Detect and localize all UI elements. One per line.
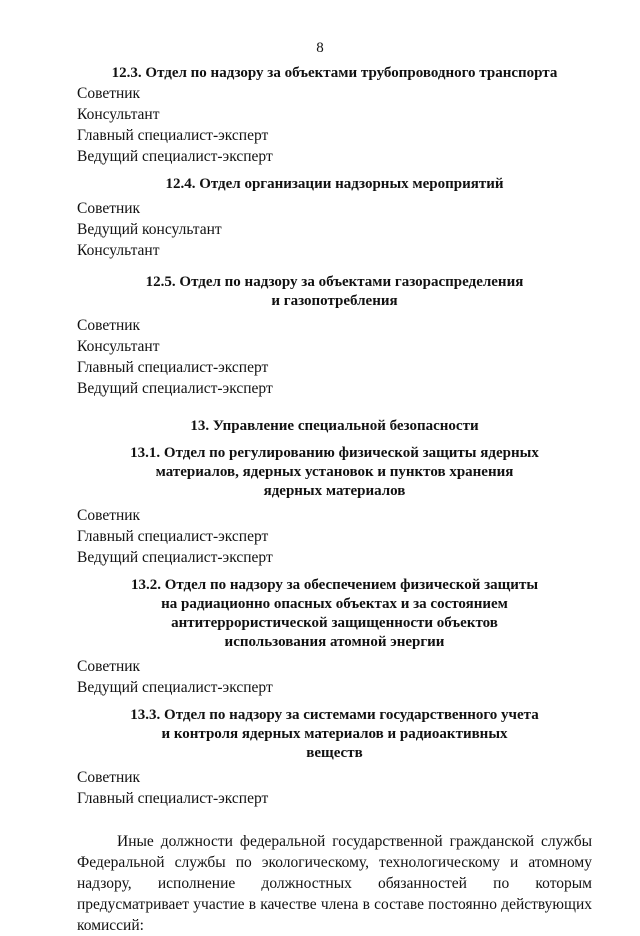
position-item: Ведущий специалист-эксперт xyxy=(77,549,273,566)
position-item: Ведущий специалист-эксперт xyxy=(77,148,273,165)
position-item: Ведущий специалист-эксперт xyxy=(77,380,273,397)
position-item: Советник xyxy=(77,769,141,786)
section-heading: 12.5. Отдел по надзору за объектами газораспределения и газопотребления xyxy=(145,274,524,309)
position-item: Главный специалист-эксперт xyxy=(77,528,269,545)
section-heading: 13.2. Отдел по надзору за обеспечением физической защиты на радиационно опасных объектах и за состоянием антитеррористической защищенности объектов использования атомной энергии xyxy=(130,577,539,650)
department-heading: 13. Управление специальной безопасности xyxy=(190,418,479,434)
position-item: Главный специалист-эксперт xyxy=(77,790,269,807)
position-item: Консультант xyxy=(77,242,160,259)
position-item: Советник xyxy=(77,317,141,334)
position-item: Ведущий консультант xyxy=(77,221,222,238)
closing-paragraph: Иные должности федеральной государственной гражданской службы Федеральной службы по экологическому, технологическому и атомному надзору, исполнение должностных обязанностей по которым предусматривает участие в качестве члена в составе постоянно действующих комиссий: xyxy=(77,833,592,934)
document-body xyxy=(77,64,592,936)
position-item: Советник xyxy=(77,200,141,217)
section-heading: 13.1. Отдел по регулированию физической защиты ядерных материалов, ядерных установок и пунктов хранения ядерных материалов xyxy=(130,445,539,499)
page-number: 8 xyxy=(316,40,324,56)
section-heading: 12.3. Отдел по надзору за объектами трубопроводного транспорта xyxy=(111,65,558,81)
position-item: Консультант xyxy=(77,106,160,123)
position-item: Советник xyxy=(77,85,141,102)
section-heading: 13.3. Отдел по надзору за системами государственного учета и контроля ядерных материалов и радиоактивных веществ xyxy=(130,707,539,761)
position-item: Главный специалист-эксперт xyxy=(77,127,269,144)
position-item: Советник xyxy=(77,507,141,524)
section-heading: 12.4. Отдел организации надзорных мероприятий xyxy=(165,176,504,192)
position-item: Главный специалист-эксперт xyxy=(77,359,269,376)
position-item: Консультант xyxy=(77,338,160,355)
position-item: Ведущий специалист-эксперт xyxy=(77,679,273,696)
position-item: Советник xyxy=(77,658,141,675)
